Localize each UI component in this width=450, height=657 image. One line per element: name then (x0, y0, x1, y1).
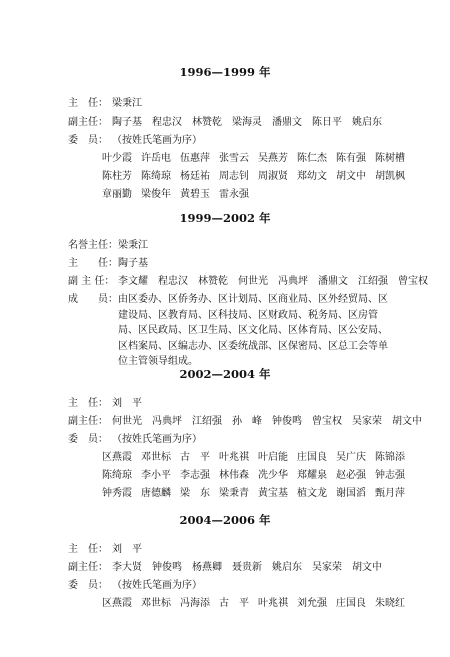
member-name: 伍惠萍 (180, 153, 210, 164)
role-value: 何世光 冯典坪 江绍强 孙 峰 钟俊鸣 曾宝权 吴家荣 胡文中 (112, 416, 422, 427)
member-name: 梁 东 (180, 488, 210, 499)
member-name: 谢国滔 (336, 488, 366, 499)
member-name: 吴燕芳 (258, 153, 288, 164)
member-name: 冼少华 (258, 470, 288, 481)
member-name: 胡文中 (336, 171, 366, 182)
member-name: 吴广庆 (336, 452, 366, 463)
member-name: 杨廷祐 (180, 171, 210, 182)
member-row (102, 169, 405, 184)
member-name: 古 平 (180, 452, 210, 463)
member-name: 李志强 (180, 470, 210, 481)
member-name: 钟志强 (375, 470, 405, 481)
member-name: 陈有强 (336, 153, 366, 164)
member-name: 郑耀泉 (297, 470, 327, 481)
member-name: 朱晓红 (375, 598, 405, 609)
member-name: 陈绮琼 (141, 171, 171, 182)
role-value: （按姓氏笔画为序） (112, 135, 202, 146)
member-name: 梁俊年 (141, 189, 171, 200)
role-value: 刘 平 (112, 544, 142, 555)
member-name: 周淑贤 (258, 171, 288, 182)
member-name: 雷永强 (219, 189, 249, 200)
role-label: 主 任： (68, 544, 108, 555)
member-name: 唐德麟 (141, 488, 171, 499)
member-name: 甄月萍 (375, 488, 405, 499)
member-name: 植文龙 (297, 488, 327, 499)
member-name: 叶启能 (258, 452, 288, 463)
role-value: （按姓氏笔画为序） (112, 580, 202, 591)
member-name: 叶兆祺 (258, 598, 288, 609)
role-label: 副 主 任： (68, 276, 115, 287)
member-name: 许岳电 (141, 153, 171, 164)
role-value: （按姓氏笔画为序） (112, 434, 202, 445)
member-name: 黄碧玉 (180, 189, 210, 200)
role-value: 梁秉江 (112, 98, 142, 109)
member-row (102, 151, 405, 166)
member-row (102, 468, 405, 483)
section-title: 2002—2004 年 (179, 367, 271, 381)
member-name: 黄宝基 (258, 488, 288, 499)
role-label: 委 员： (68, 580, 108, 591)
member-name: 刘允强 (297, 598, 327, 609)
role-label: 主 任： (68, 98, 108, 109)
member-name: 章丽勤 (102, 189, 132, 200)
member-name: 叶少霞 (102, 153, 132, 164)
role-label: 委 员： (68, 434, 108, 445)
section-title: 1999—2002 年 (179, 211, 271, 225)
member-name: 叶兆祺 (219, 452, 249, 463)
role-label: 副主任： (68, 416, 108, 427)
member-row (102, 187, 249, 202)
member-row (102, 596, 405, 611)
members-description: 由区委办、区侨务办、区计划局、区商业局、区外经贸局、区建设局、区教育局、区科技局、区财政局、税务局、区房管局、区民政局、区卫生局、区文化局、区体育局、区公安局、区档案局、区编志办、区委统战部、区保密局、区总工会等单位主管领导组成。 (118, 294, 388, 367)
role-label: 主 任： (68, 258, 118, 269)
member-row (102, 450, 405, 465)
member-name: 邓世标 (141, 598, 171, 609)
section-title: 2004—2006 年 (179, 513, 271, 527)
role-value: 梁秉江 (118, 240, 148, 251)
member-name: 陈仁杰 (297, 153, 327, 164)
member-name: 林伟森 (219, 470, 249, 481)
member-name: 张雪云 (219, 153, 249, 164)
role-value: 陶子基 (118, 258, 148, 269)
member-name: 钟秀霞 (102, 488, 132, 499)
member-name: 陈锦添 (375, 452, 405, 463)
member-name: 冯海添 (180, 598, 210, 609)
member-name: 梁秉青 (219, 488, 249, 499)
role-label: 副主任： (68, 117, 108, 128)
role-value: 陶子基 程忠汉 林赞乾 梁海灵 潘鼎文 陈日平 姚启东 (112, 117, 382, 128)
member-name: 古 平 (219, 598, 249, 609)
member-name: 胡凯枫 (375, 171, 405, 182)
member-name: 庄国良 (297, 452, 327, 463)
member-name: 区燕霞 (102, 452, 132, 463)
role-label: 主 任： (68, 398, 108, 409)
role-label: 成 员： (68, 294, 118, 305)
member-name: 区燕霞 (102, 598, 132, 609)
member-name: 陈柱芳 (102, 171, 132, 182)
member-name: 邓世标 (141, 452, 171, 463)
member-name: 陈树槽 (375, 153, 405, 164)
role-label: 委 员： (68, 135, 108, 146)
section-title: 1996—1999 年 (179, 65, 271, 79)
member-name: 庄国良 (336, 598, 366, 609)
member-name: 陈绮琼 (102, 470, 132, 481)
member-row (102, 486, 405, 501)
member-name: 郑幼文 (297, 171, 327, 182)
member-name: 赵必强 (336, 470, 366, 481)
role-value: 李大贤 钟俊鸣 杨燕卿 聂贵新 姚启东 吴家荣 胡文中 (112, 562, 382, 573)
role-label: 名誉主任： (68, 240, 118, 251)
role-value: 李文耀 程忠汉 林赞乾 何世光 冯典坪 潘鼎文 江绍强 曾宝权 (118, 276, 428, 287)
member-name: 李小平 (141, 470, 171, 481)
member-name: 周志钊 (219, 171, 249, 182)
role-label: 副主任： (68, 562, 108, 573)
role-value: 刘 平 (112, 398, 142, 409)
